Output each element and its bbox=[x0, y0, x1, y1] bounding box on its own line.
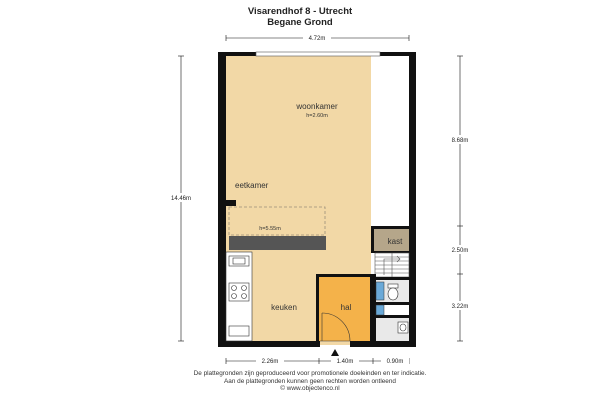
room-label-woonkamer: woonkamer bbox=[296, 102, 338, 111]
meter-box-2 bbox=[376, 305, 384, 315]
dim-bottom-left-label: 2.26m bbox=[261, 359, 279, 365]
room-label-hal: hal bbox=[340, 303, 352, 312]
wall-top-left bbox=[218, 52, 256, 56]
toilet-wall-bottom bbox=[373, 302, 409, 305]
sink-fixture bbox=[398, 322, 408, 333]
room-label-kast: kast bbox=[387, 237, 403, 246]
hall-wall-right bbox=[370, 274, 376, 341]
wc-wall-top bbox=[373, 315, 409, 318]
footer-line-2: Aan de plattegronden kunnen geen rechten worden ontleend bbox=[224, 377, 396, 385]
meter-box bbox=[376, 282, 384, 300]
kast-wall-bottom bbox=[371, 251, 409, 253]
hall-wall-left bbox=[316, 274, 319, 341]
dim-left-label: 14.46m bbox=[170, 196, 192, 202]
kast-wall-top bbox=[371, 226, 409, 229]
void-height-label: h=5.55m bbox=[259, 226, 281, 232]
wall-top-right bbox=[380, 52, 416, 56]
wall-bottom-right bbox=[350, 341, 416, 347]
staircase bbox=[375, 253, 409, 277]
dim-right-lower-label: 3.22m bbox=[451, 304, 469, 310]
plan-subtitle: Begane Grond bbox=[267, 17, 333, 28]
kitchen-counter bbox=[226, 252, 252, 341]
dim-right-upper-label: 8.68m bbox=[451, 138, 469, 144]
footer-line-3: © www.objectenco.nl bbox=[280, 385, 340, 392]
dim-top-label: 4.72m bbox=[308, 36, 326, 42]
room-label-eetkamer: eetkamer bbox=[235, 181, 269, 190]
footer-line-1: De plattegronden zijn geproduceerd voor promotionele doeleinden en ter indicatie. bbox=[193, 370, 427, 377]
dim-bottom-middle-label: 1.40m bbox=[336, 359, 354, 365]
wall-right bbox=[409, 52, 416, 347]
entrance-arrow bbox=[331, 349, 339, 356]
dim-bottom-right-label: 0.90m bbox=[386, 359, 404, 365]
toilet-fixture bbox=[388, 284, 398, 300]
toilet-wall-top bbox=[373, 277, 409, 280]
wall-left bbox=[218, 52, 226, 347]
plan-title: Visarendhof 8 - Utrecht bbox=[247, 6, 353, 17]
kast-wall-left bbox=[371, 226, 374, 253]
wall-bottom-left bbox=[218, 341, 320, 347]
room-label-keuken: keuken bbox=[271, 303, 297, 312]
hall-wall-top bbox=[317, 274, 373, 277]
window-top bbox=[256, 52, 380, 56]
room-height-woonkamer: h=2.60m bbox=[306, 113, 328, 119]
dim-right-middle-label: 2.50m bbox=[451, 248, 469, 254]
wall-stub bbox=[226, 200, 236, 206]
dim-right bbox=[457, 56, 463, 341]
kitchen-island bbox=[229, 236, 326, 250]
